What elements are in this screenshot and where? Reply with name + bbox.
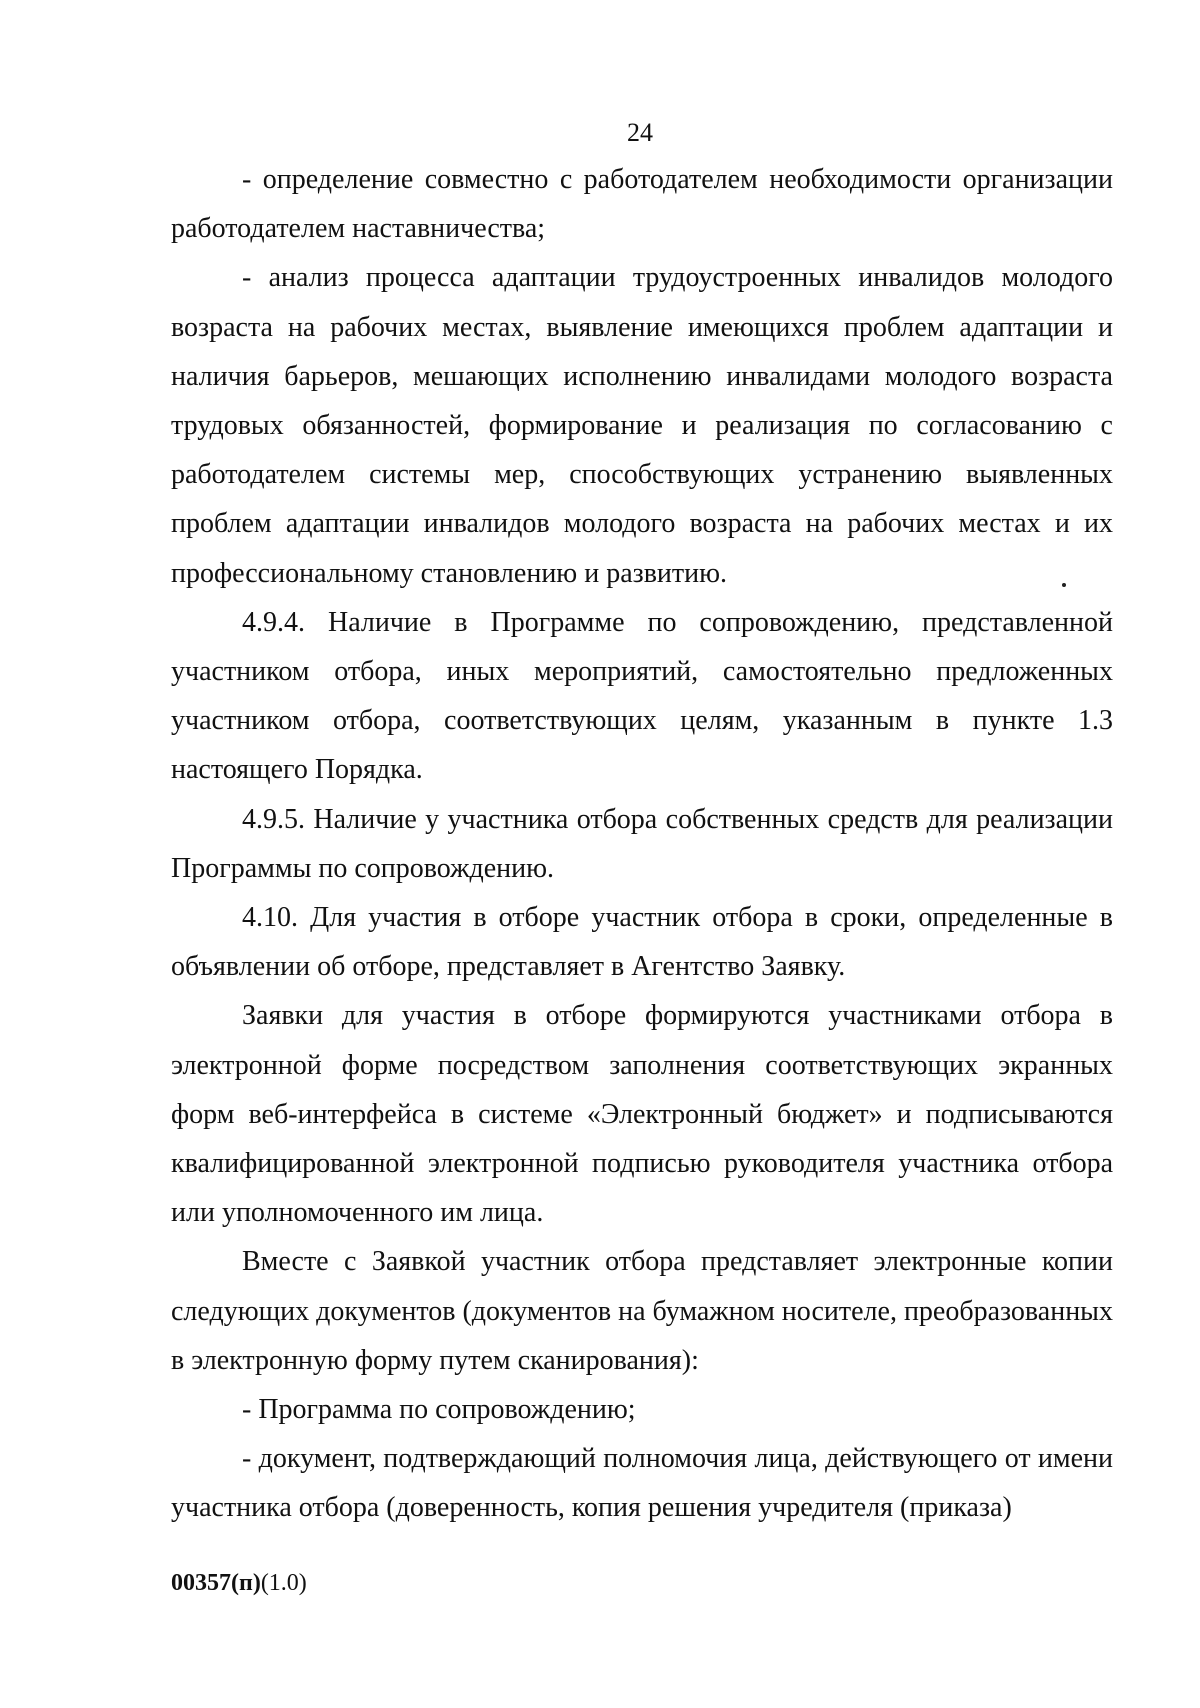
document-body bbox=[171, 155, 1113, 1533]
paragraph-4-9-5: 4.9.5. Наличие у участника отбора собственных средств для реализации Программы по сопровождению. bbox=[171, 803, 1113, 884]
list-item-program: - Программа по сопровождению; bbox=[242, 1394, 636, 1426]
paragraph-document-copies: Вместе с Заявкой участник отбора представляет электронные копии следующих документов (документов на бумажном носителе, преобразованных в электронную форму путем сканирования): bbox=[171, 1246, 1113, 1376]
paragraph-applications: Заявки для участия в отборе формируются участниками отбора в электронной форме посредством заполнения соответствующих экранных форм веб-интерфейса в системе «Электронный бюджет» и подписываются квалифицированной электронной подписью руководителя участника отбора или уполномоченного им лица. bbox=[171, 1000, 1113, 1229]
paragraph-4-9-4: 4.9.4. Наличие в Программе по сопровождению, представленной участником отбора, иных мероприятий, самостоятельно предложенных участником отбора, соответствующих целям, указанным в пункте 1.3 настоящего Порядка. bbox=[171, 606, 1113, 786]
scan-speck bbox=[1062, 583, 1066, 587]
paragraph-mentoring: - определение совместно с работодателем необходимости организации работодателем наставничества; bbox=[171, 164, 1113, 245]
document-code-number: 00357(п) bbox=[171, 1570, 261, 1596]
list-item-authority-document: - документ, подтверждающий полномочия лица, действующего от имени участника отбора (доверенность, копия решения учредителя (приказа) bbox=[171, 1443, 1113, 1524]
paragraph-adaptation-analysis: - анализ процесса адаптации трудоустроенных инвалидов молодого возраста на рабочих местах, выявление имеющихся проблем адаптации и наличия барьеров, мешающих исполнению инвалидами молодого возраста трудовых обязанностей, формирование и реализация по согласованию с работодателем системы мер, способствующих устранению выявленных проблем адаптации инвалидов молодого возраста на рабочих местах и их профессиональному становлению и развитию. bbox=[171, 262, 1113, 589]
document-code bbox=[171, 1568, 307, 1598]
document-code-version: (1.0) bbox=[260, 1570, 307, 1596]
page-number: 24 bbox=[627, 118, 653, 147]
paragraph-4-10: 4.10. Для участия в отборе участник отбора в сроки, определенные в объявлении об отборе, представляет в Агентство Заявку. bbox=[171, 902, 1113, 983]
